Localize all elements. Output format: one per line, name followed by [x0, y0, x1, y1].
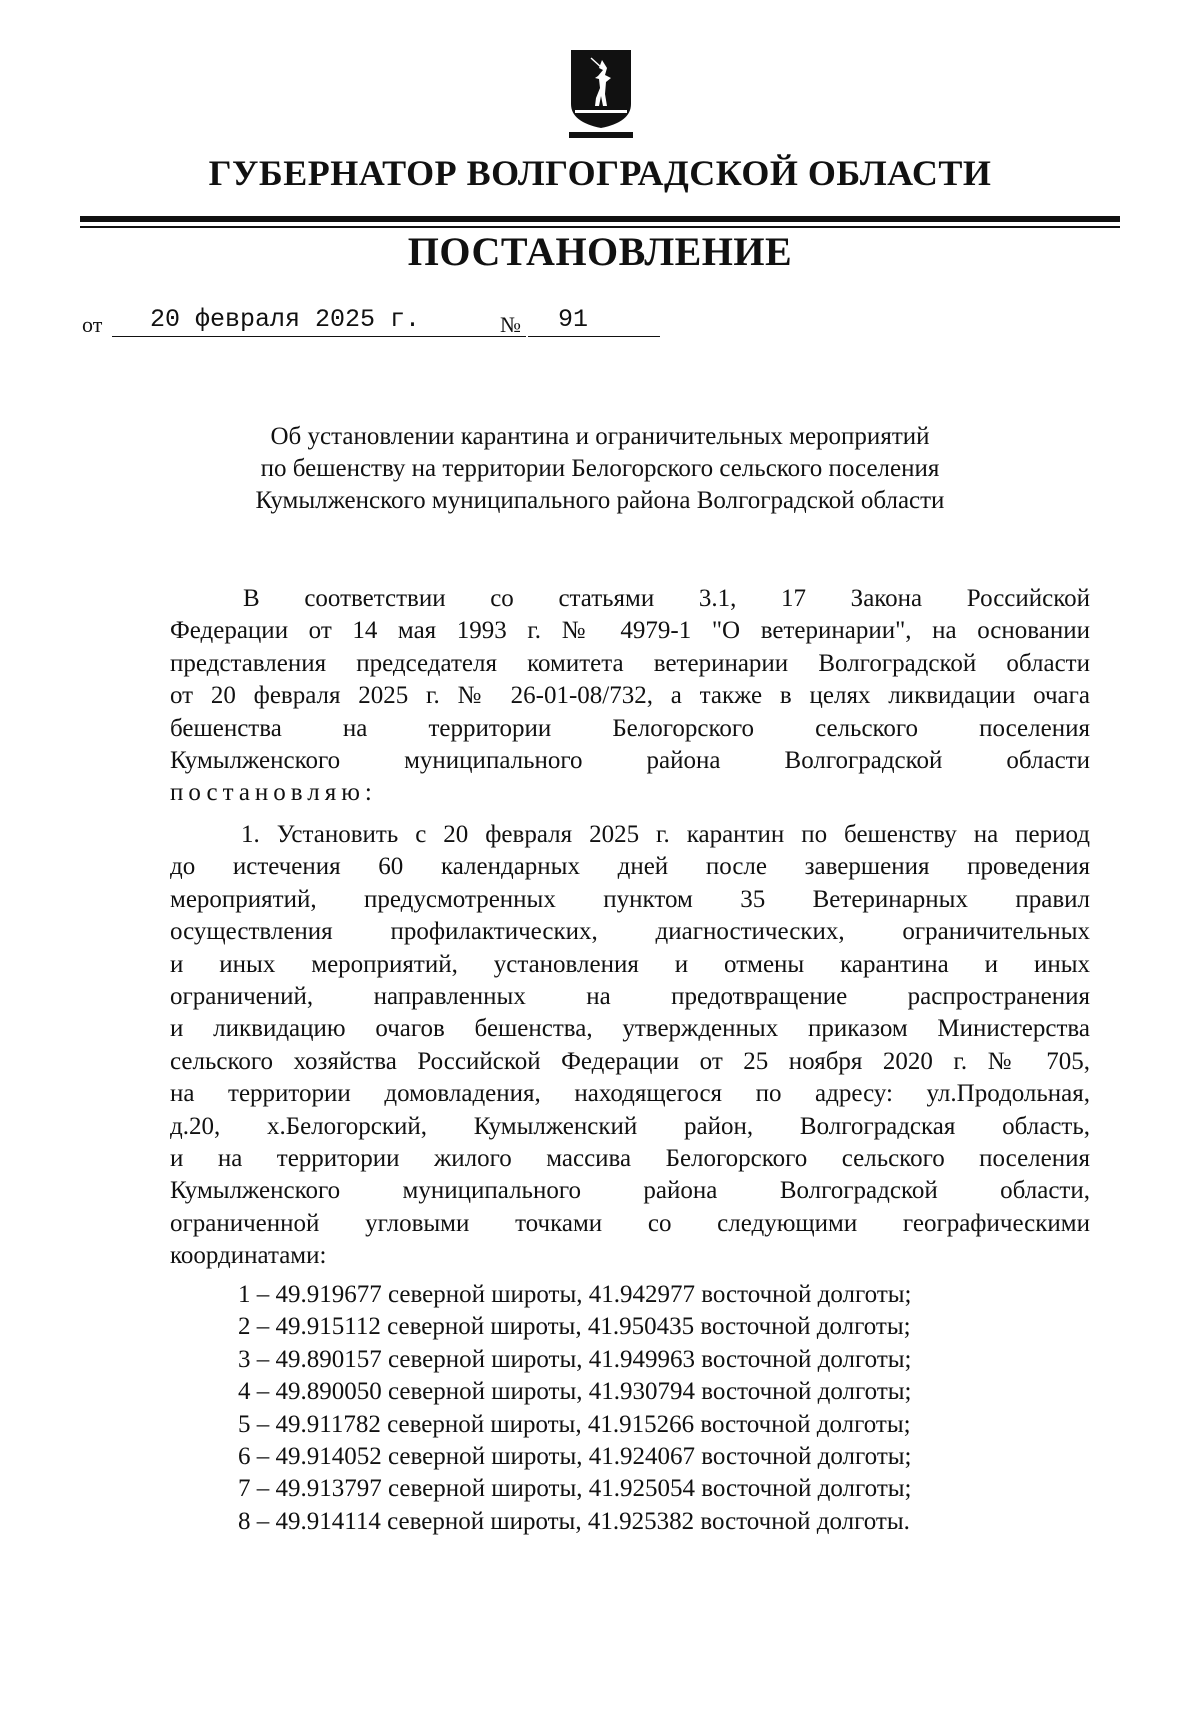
title-line: по бешенству на территории Белогорского сельского поселения	[260, 455, 940, 482]
item-1-paragraph	[170, 819, 1090, 1273]
document-title	[0, 421, 1200, 517]
from-label: от	[82, 312, 103, 337]
text-line: от 20 февраля 2025 г. № 26-01-08/732, а также в целях ликвидации очага	[170, 682, 1090, 710]
text-line: на территории домовладения, находящегося по адресу: ул.Продольная,	[170, 1080, 1090, 1108]
title-line: Кумылженского муниципального района Волгоградской области	[255, 487, 945, 514]
text-line: Федерации от 14 мая 1993 г. № 4979-1 "О ветеринарии", на основании	[170, 617, 1090, 645]
text-line: мероприятий, предусмотренных пунктом 35 Ветеринарных правил	[170, 885, 1090, 913]
text-line: сельского хозяйства Российской Федерации от 25 ноября 2020 г. № 705,	[170, 1047, 1090, 1075]
text-line: и ликвидацию очагов бешенства, утвержденных приказом Министерства	[170, 1015, 1090, 1043]
document-type: ПОСТАНОВЛЕНИЕ	[407, 229, 793, 274]
document-date: 20 февраля 2025 г.	[112, 306, 526, 337]
text-line: д.20, х.Белогорский, Кумылженский район, Волгоградская область,	[170, 1112, 1090, 1140]
text-line: ограниченной угловыми точками со следующими географическими	[170, 1209, 1090, 1237]
text-line: В соответствии со статьями 3.1, 17 Закона Российской	[243, 585, 1090, 612]
coordinate-item: 3 – 49.890157 северной широты, 41.949963 восточной долготы;	[238, 1345, 912, 1373]
text-line: Кумылженского муниципального района Волгоградской области,	[170, 1177, 1090, 1205]
text-line: координатами:	[170, 1242, 327, 1270]
coordinate-item: 4 – 49.890050 северной широты, 41.930794 восточной долготы;	[238, 1378, 912, 1406]
text-line: и иных мероприятий, установления и отмены карантина и иных	[170, 950, 1090, 978]
text-line: представления председателя комитета ветеринарии Волгоградской области	[170, 649, 1090, 677]
text-line: бешенства на территории Белогорского сельского поселения	[170, 714, 1090, 742]
title-line: Об установлении карантина и ограничительных мероприятий	[270, 423, 930, 450]
coordinate-item: 5 – 49.911782 северной широты, 41.915266 восточной долготы;	[238, 1410, 911, 1438]
preamble-paragraph	[170, 583, 1090, 810]
text-line: и на территории жилого массива Белогорского сельского поселения	[170, 1145, 1090, 1173]
coordinate-item: 2 – 49.915112 северной широты, 41.950435 восточной долготы;	[238, 1313, 911, 1341]
coordinate-item: 7 – 49.913797 северной широты, 41.925054 восточной долготы;	[238, 1475, 912, 1503]
coordinate-item: 6 – 49.914052 северной широты, 41.924067 восточной долготы;	[238, 1443, 912, 1471]
header-rule-thick	[80, 216, 1120, 222]
text-line: до истечения 60 календарных дней после завершения проведения	[170, 853, 1090, 881]
text-line: ограничений, направленных на предотвращение распространения	[170, 983, 1090, 1011]
coordinates-list	[238, 1279, 912, 1538]
coordinate-item: 8 – 49.914114 северной широты, 41.925382 восточной долготы.	[238, 1507, 910, 1535]
volgograd-coat-of-arms-icon	[565, 48, 637, 140]
resolve-word: постановляю:	[170, 779, 377, 807]
text-line: 1. Установить с 20 февраля 2025 г. карантин по бешенству на период	[241, 821, 1090, 848]
organization-name: ГУБЕРНАТОР ВОЛГОГРАДСКОЙ ОБЛАСТИ	[208, 153, 992, 193]
coordinate-item: 1 – 49.919677 северной широты, 41.942977 восточной долготы;	[238, 1281, 912, 1308]
text-line: Кумылженского муниципального района Волгоградской области	[170, 747, 1090, 775]
number-label: №	[500, 312, 521, 337]
text-line: осуществления профилактических, диагностических, ограничительных	[170, 918, 1090, 946]
document-number: 91	[528, 306, 660, 337]
